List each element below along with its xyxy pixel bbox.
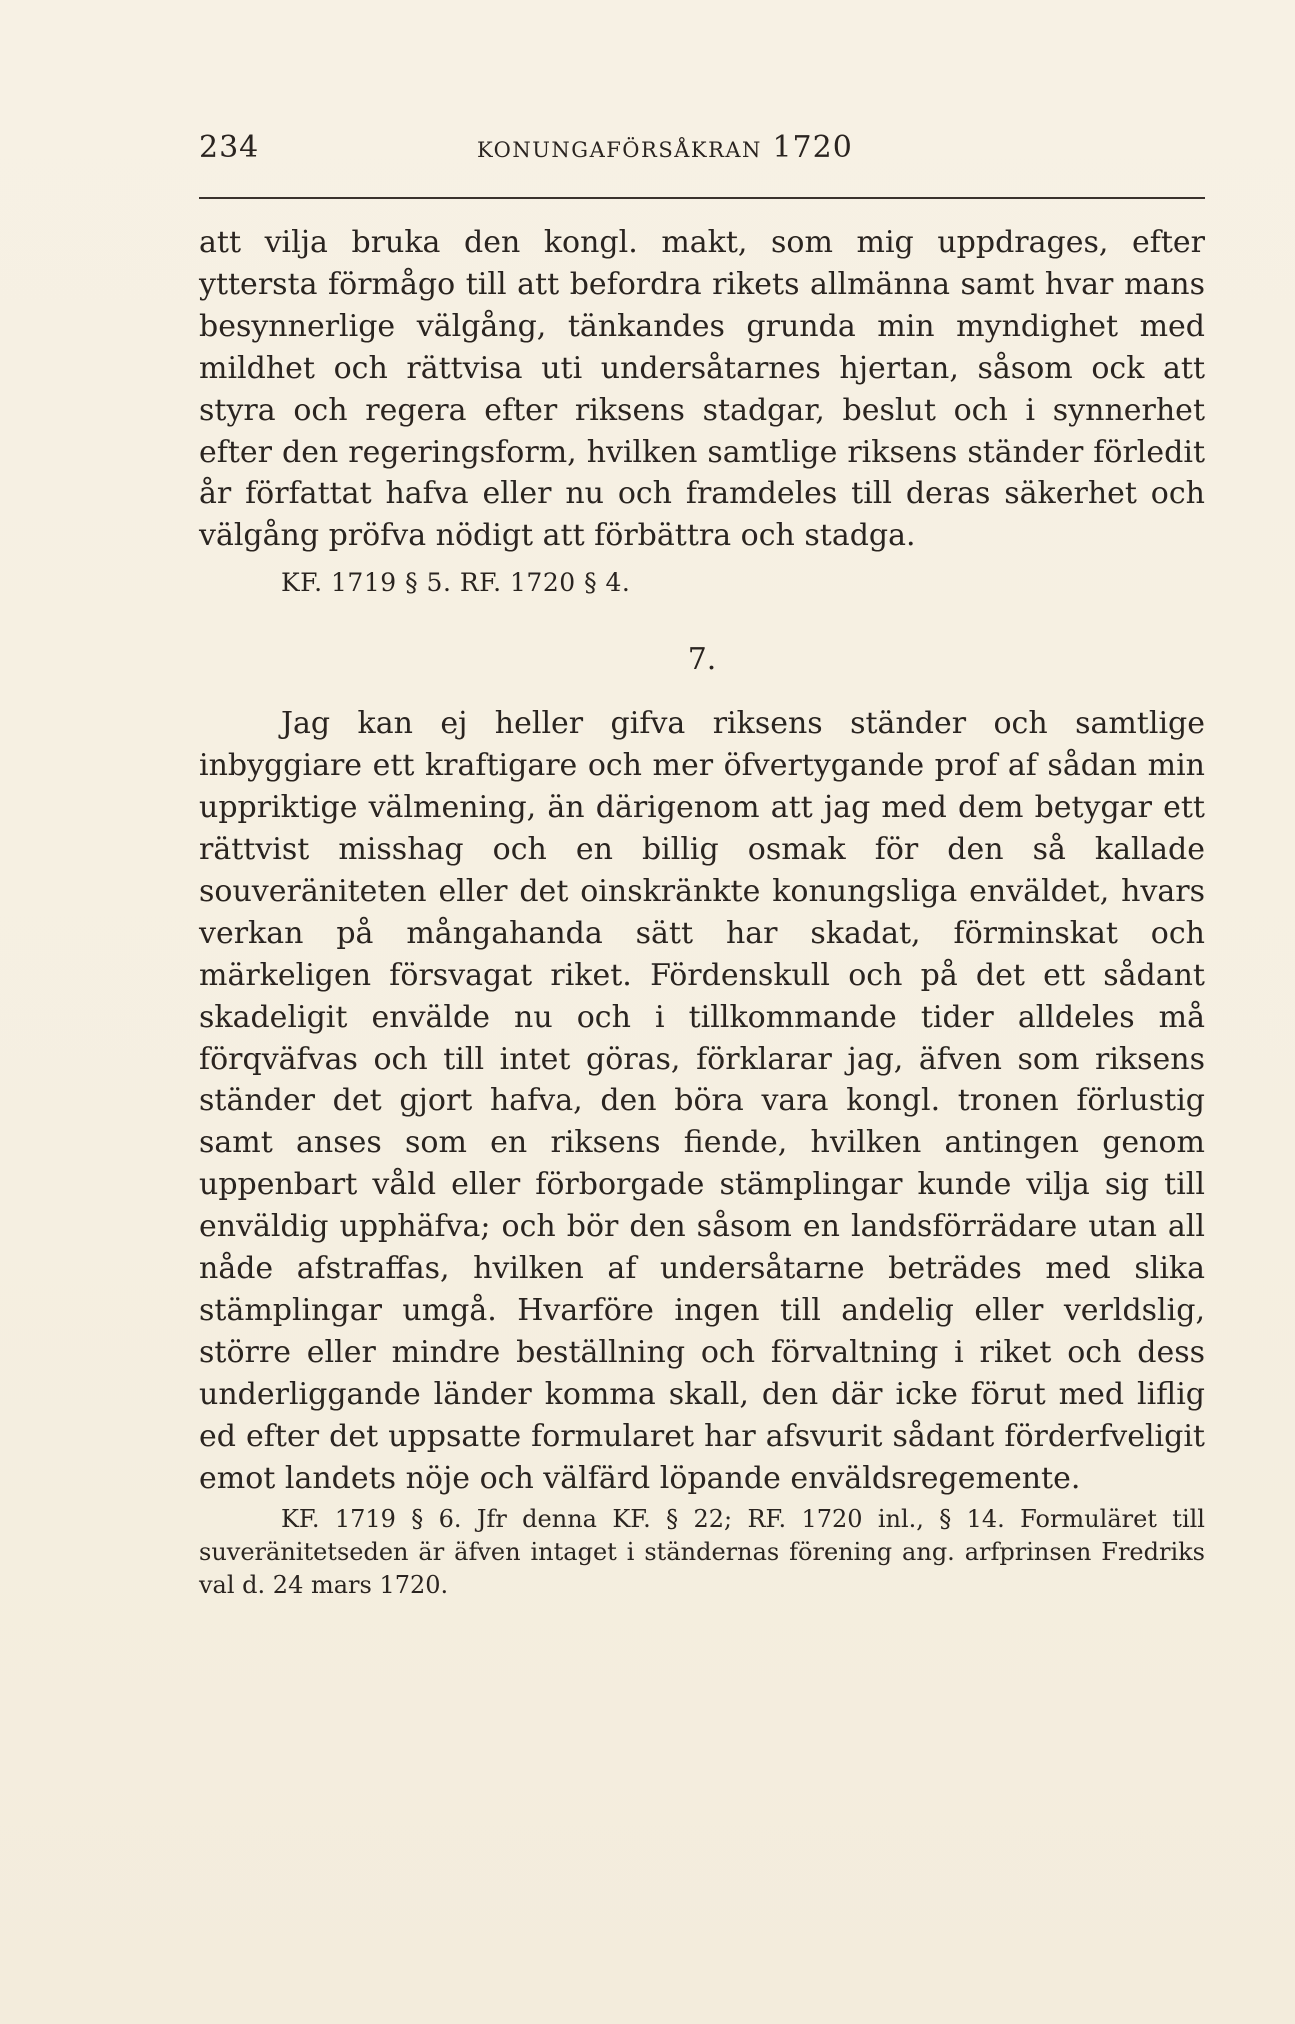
- section-number: 7.: [687, 642, 717, 678]
- paragraph-2: Jag kan ej heller gifva riksens ständer och samtlige inbyggiare ett kraftigare och mer öfvertygande prof af sådan min uppriktige välmening, än därigenom att jag med dem betygar ett rättvist misshag och en billig osmak för den så kallade souveräniteten eller det oinskränkte konungsliga enväldet, hvars verkan på mångahanda sätt har skadat, förminskat och märkeligen försvagat riket. Fördenskull och på det ett sådant skadeligit envälde nu och i tillkommande tider alldeles må förqväfvas och till intet göras, förklarar jag, äfven som riksens ständer det gjort hafva, den böra vara kongl. tronen förlustig samt anses som en riksens fiende, hvilken antingen genom uppenbart våld eller förborgade stämplingar kunde vilja sig till enväldig upphäfva; och bör den såsom en landsförrädare utan all nåde afstraffas, hvilken af undersåtarne beträdes med slika stämplingar umgå. Hvarföre ingen till andelig eller verldslig, större eller mindre beställning och förvaltning i riket och dess underliggande länder komma skall, den där icke förut med liflig ed efter det uppsatte formularet har afsvurit sådant förderfveligit emot landets nöje och välfärd löpande enväldsregemente.: [199, 706, 1205, 1496]
- page-number: 234: [199, 130, 260, 165]
- citation-1: KF. 1719 § 5. RF. 1720 § 4.: [281, 568, 631, 598]
- running-head-year: 1720: [772, 130, 853, 165]
- running-head: [477, 130, 853, 165]
- running-head-title: KONUNGAFÖRSÅKRAN: [477, 138, 762, 162]
- body-text: [199, 222, 1205, 1602]
- paragraph-1: att vilja bruka den kongl. makt, som mig uppdrages, efter yttersta förmågo till att befordra rikets allmänna samt hvar mans besynnerlige välgång, tänkandes grunda min myndighet med mildhet och rättvisa uti undersåtarnes hjertan, såsom ock att styra och regera efter riksens stadgar, beslut och i synnerhet efter den regeringsform, hvilken samtlige riksens ständer förledit år författat hafva eller nu och framdeles till deras säkerhet och välgång pröfva nödigt att förbättra och stadga.: [199, 225, 1205, 554]
- page-header: [199, 130, 1205, 176]
- header-rule: [199, 197, 1205, 199]
- footnote-citation: KF. 1719 § 6. Jfr denna KF. § 22; RF. 1720 inl., § 14.: [281, 1505, 1005, 1534]
- footnote-text: Formuläret till suveränitetseden är äfven intaget i ständernas förening ang. arfprinsen Fredriks val d. 24 mars 1720.: [199, 1505, 1205, 1600]
- footnote: [199, 1503, 1205, 1602]
